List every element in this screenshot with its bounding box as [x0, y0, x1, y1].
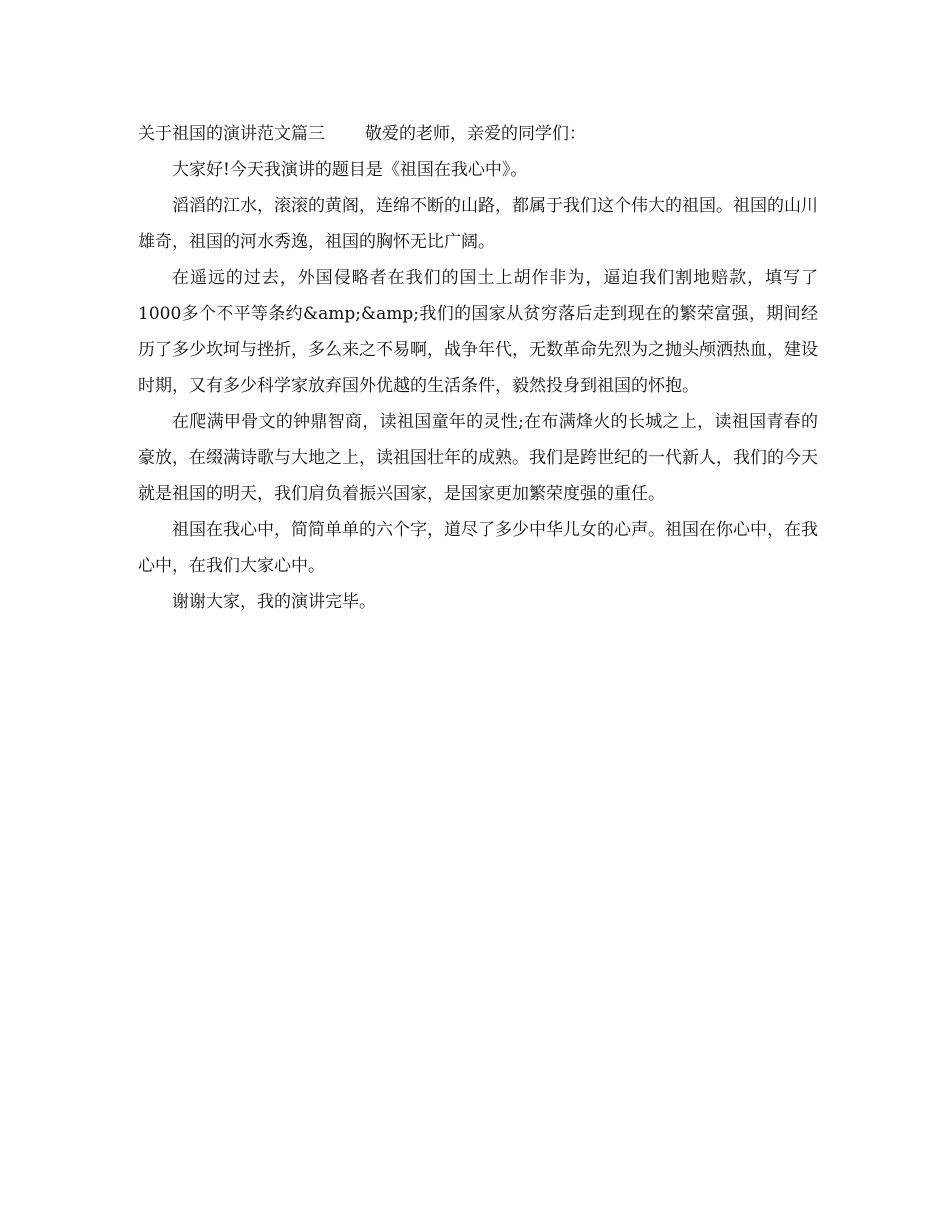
heading-line: [138, 116, 818, 152]
document-body: [138, 116, 818, 620]
salutation: 敬爱的老师，亲爱的同学们：: [365, 124, 586, 144]
paragraph-landscape: 滔滔的江水，滚滚的黄阁，连绵不断的山路，都属于我们这个伟大的祖国。祖国的山川雄奇，祖国的河水秀逸，祖国的胸怀无比广阔。: [138, 196, 818, 252]
paragraph-closing: 谢谢大家，我的演讲完毕。: [172, 592, 376, 612]
paragraph-greeting: 大家好!今天我演讲的题目是《祖国在我心中》。: [172, 160, 528, 180]
paragraph-history: 在遥远的过去，外国侵略者在我们的国土上胡作非为，逼迫我们割地赔款，填写了1000多个不平等条约&amp;&amp;我们的国家从贫穷落后走到现在的繁荣富强，期间经历了多少坎坷与挫折，多么来之不易啊，战争年代，无数革命先烈为之抛头颅洒热血，建设时期，又有多少科学家放弃国外优越的生活条件，毅然投身到祖国的怀抱。: [138, 268, 818, 396]
document-heading: 关于祖国的演讲范文篇三: [138, 124, 325, 144]
paragraph-culture: 在爬满甲骨文的钟鼎智商，读祖国童年的灵性;在布满烽火的长城之上，读祖国青春的豪放，在缀满诗歌与大地之上，读祖国壮年的成熟。我们是跨世纪的一代新人，我们的今天就是祖国的明天，我们肩负着振兴国家，是国家更加繁荣度强的重任。: [138, 412, 818, 504]
paragraph-heart: 祖国在我心中，简简单单的六个字，道尽了多少中华儿女的心声。祖国在你心中，在我心中，在我们大家心中。: [138, 520, 818, 576]
